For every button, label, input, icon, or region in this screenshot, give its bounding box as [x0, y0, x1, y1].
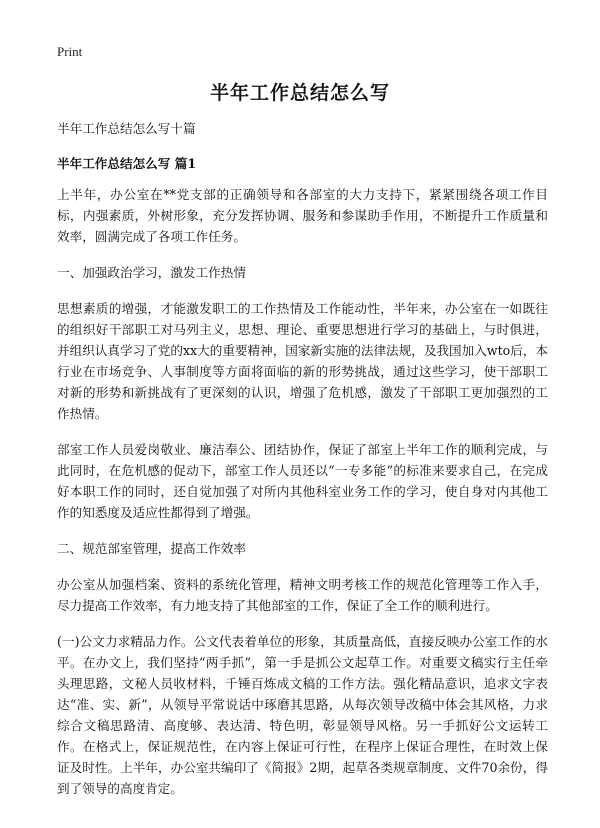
heading-management: 二、规范部室管理，提高工作效率: [57, 541, 246, 556]
paragraph-intro: 上半年，办公室在**党支部的正确领导和各部室的大力支持下，紧紧围绕各项工作目标，内强素质，外树形象，充分发挥协调、服务和参谋助手作用，不断提升工作质量和效率，圆满完成了各项工作任务。: [57, 187, 548, 244]
page-title: 半年工作总结怎么写: [209, 82, 390, 104]
section-heading: 半年工作总结怎么写 篇1: [57, 156, 197, 171]
paragraph-ideology: 思想素质的增强，才能激发职工的工作热情及工作能动性，半年来，办公室在一如既往的组织好干部职工对马列主义，思想、理论、重要思想进行学习的基础上，与时俱进，并组织认真学习了党的xx大的重要精神，国家新实施的法律法规，及我国加入wto后，本行业在市场竞争、人事制度等方面将面临的新的形势挑战，通过这些学习，使干部职工对新的形势和新挑战有了更深刻的认识，增强了危机感，激发了干部职工更加强烈的工作热情。: [57, 301, 549, 421]
paragraph-archives: 办公室从加强档案、资料的系统化管理，精神文明考核工作的规范化管理等工作入手，尽力提高工作效率，有力地支持了其他部室的工作，保证了全工作的顺利进行。: [57, 577, 548, 613]
paragraph-documents: (一)公文力求精品力作。公文代表着单位的形象，其质量高低，直接反映办公室工作的水平。在办文上，我们坚持“两手抓”，第一手是抓公文起草工作。对重要文稿实行主任牵头理思路，文秘人员收材料，千锤百炼成文稿的工作方法。强化精品意识，追求文字表达“准、实、新”，从领导平常说话中琢磨其思路，从每次领导改稿中体会其风格，力求综合文稿思路清、高度够、表达清、特色明，彰显领导风格。另一手抓好公文运转工作。在格式上，保证规范性，在内容上保证可行性，在程序上保证合理性，在时效上保证及时性。上半年，办公室共编印了《简报》2期，起草各类规章制度、文件70余份，得到了领导的高度肯定。: [57, 634, 548, 796]
paragraph-staff: 部室工作人员爱岗敬业、廉洁奉公、团结协作，保证了部室上半年工作的顺利完成，与此同时，在危机感的促动下，部室工作人员还以“一专多能”的标准来要求自己，在完成好本职工作的同时，还自觉加强了对所内其他科室业务工作的学习，使自身对内其他工作的知悉度及适应性都得到了增强。: [57, 442, 548, 520]
article-subtitle: 半年工作总结怎么写十篇: [57, 121, 196, 136]
print-link[interactable]: Print: [57, 44, 83, 59]
article-body: [57, 118, 548, 814]
heading-political-study: 一、加强政治学习，激发工作热情: [57, 265, 246, 280]
